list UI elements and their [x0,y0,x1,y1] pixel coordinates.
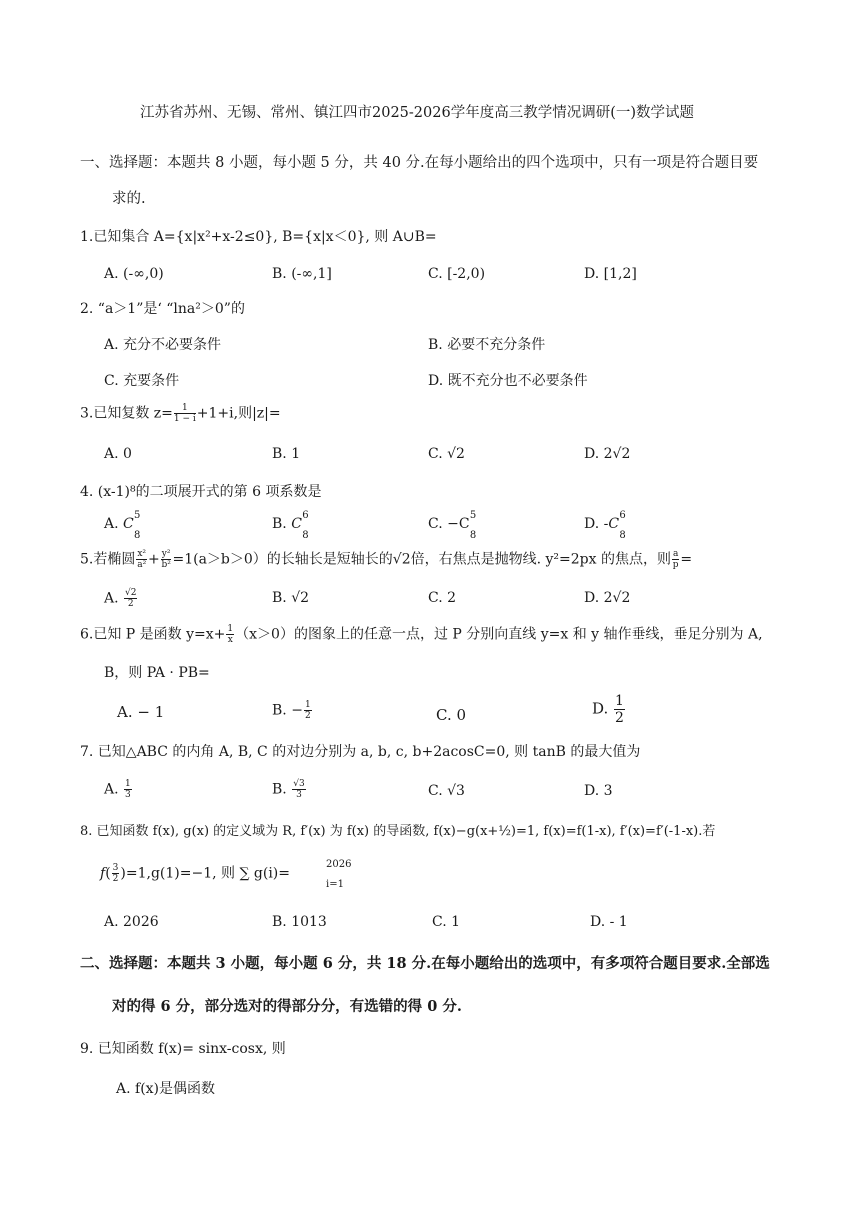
q7-option-a: A. $\frac{1}{3}$ [104,779,131,800]
q8-option-d: D. - 1 [590,914,628,930]
q7-optA-fraction: $\frac{1}{3}$ [125,779,131,800]
binomial-coefficient: C 6 8 [291,510,309,541]
section1-heading: 一、选择题：本题共 8 小题，每小题 5 分，共 40 分.在每小题给出的四个选项中，只有一项是符合题目要 [80,155,759,171]
q8-fraction: $\frac{3}{2}$ [112,863,119,884]
q8-sum-upper: 2026 [326,859,352,870]
q5-option-a: A. $\frac{√2}{2}$ [104,588,137,609]
q3-option-b: B. 1 [272,446,301,462]
q6-option-d: D. $\frac{1}{2}$ [592,693,624,726]
q8-option-c: C. 1 [432,914,461,930]
q2-option-c: C. 充要条件 [104,373,180,389]
section1-heading-cont: 求的. [112,191,146,207]
q7-stem: 7. 已知△ABC 的内角 A, B, C 的对边分别为 a, b, c, b+2acosC=0, 则 tanB 的最大值为 [80,744,641,760]
q7-option-b: B. $\frac{√3}{3}$ [272,779,305,800]
q3-frac-num: 1 [174,403,196,414]
q3-stem [80,403,281,424]
binomial-coefficient: C 5 8 [458,510,477,541]
q6-stem-line1: 6.已知 P 是函数 y=x+ $\frac{1}{x}$ （x＞0）的图象上的任意一点，过 P 分别向直线 y=x 和 y 轴作垂线，垂足分别为 A, [80,624,763,645]
q6-optD-fraction: $\frac{1}{2}$ [615,693,624,726]
q6-option-a: A. − 1 [117,703,165,721]
q5-option-b: B. √2 [272,590,310,606]
q2-option-a: A. 充分不必要条件 [104,337,222,353]
q4-option-c: C. − C 5 8 [428,514,483,534]
q4-option-b: B. C 6 8 [272,514,315,534]
q3-fraction [174,403,196,424]
q3-stem-prefix: 3.已知复数 z= [80,405,173,422]
q1-stem: 1.已知集合 A={x|x²+x-2≤0}, B={x|x＜0}, 则 A∪B= [80,229,437,245]
section2-heading-cont: 对的得 6 分，部分选对的得部分分，有选错的得 0 分. [112,998,462,1015]
q8-sum-lower: i=1 [326,879,344,890]
q1-option-c: C. [-2,0) [428,266,486,282]
q1-option-b: B. (-∞,1] [272,266,332,282]
q8-option-b: B. 1013 [272,914,327,930]
q5-optA-fraction: $\frac{√2}{2}$ [125,588,137,609]
q5-stem: 5.若椭圆 $\frac{\text{x²}}{\text{a²}}$ + $\frac{\text{y²}}{\text{b²}}$ =1(a＞b＞0）的长轴长是短轴长的√2倍，右焦点是抛物线. y²=2px 的焦点，则 $\frac{a}{p}$ = [80,549,693,570]
q8-stem-line1: 8. 已知函数 f(x), g(x) 的定义域为 R, f′(x) 为 f(x) 的导函数, f(x)−g(x+½)=1, f(x)=f(1-x), f′(x)=f′(-1-x).若 [80,824,716,839]
q6-stem-line2: B，则 PA · PB= [104,665,210,681]
section2-heading: 二、选择题：本题共 3 小题，每小题 6 分，共 18 分.在每小题给出的选项中，有多项符合题目要求.全部选 [80,955,770,972]
q5-fraction-y: $\frac{\text{y²}}{\text{b²}}$ [161,549,171,570]
q9-stem: 9. 已知函数 f(x)= sinx-cosx, 则 [80,1041,286,1057]
q9-option-a: A. f(x)是偶函数 [116,1081,216,1097]
q5-fraction-x: $\frac{\text{x²}}{\text{a²}}$ [137,549,147,570]
q5-option-c: C. 2 [428,590,457,606]
q4-option-d: D. - C 6 8 [584,514,632,534]
q2-stem: 2. “a＞1”是‘ “lna²＞0”的 [80,301,245,317]
q3-option-d: D. 2√2 [584,446,631,462]
q1-option-a: A. (-∞,0) [104,266,164,282]
q8-stem-line2: f( $\frac{3}{2}$ )=1,g(1)=−1, 则 ∑ g(i)= 2026 i=1 [100,863,290,884]
q6-option-c: C. 0 [436,706,467,724]
q7-option-c: C. √3 [428,783,465,799]
binomial-coefficient: C 5 8 [123,510,141,541]
q2-option-d: D. 既不充分也不必要条件 [428,373,588,389]
q5-fraction-ap: $\frac{a}{p}$ [672,549,679,570]
q6-optB-fraction: $\frac{1}{2}$ [304,700,311,721]
q7-optB-fraction: $\frac{√3}{3}$ [293,779,305,800]
q4-stem: 4. (x-1)⁸的二项展开式的第 6 项系数是 [80,484,322,500]
q5-option-d: D. 2√2 [584,590,631,606]
q3-option-a: A. 0 [104,446,132,462]
q8-option-a: A. 2026 [104,914,159,930]
q3-stem-suffix: +1+i,则|z|= [196,405,281,422]
q4-option-a: A. C 5 8 [104,514,147,534]
q2-option-b: B. 必要不充分条件 [428,337,546,353]
page-title: 江苏省苏州、无锡、常州、镇江四市2025-2026学年度高三教学情况调研(一)数学试题 [140,105,695,121]
q7-option-d: D. 3 [584,783,613,799]
binomial-coefficient: C 6 8 [608,510,626,541]
q3-frac-den: 1 − i [173,414,196,424]
q6-option-b: B. − $\frac{1}{2}$ [272,700,311,721]
q1-option-d: D. [1,2] [584,266,637,282]
q3-option-c: C. √2 [428,446,465,462]
q6-fraction: $\frac{1}{x}$ [227,624,234,645]
